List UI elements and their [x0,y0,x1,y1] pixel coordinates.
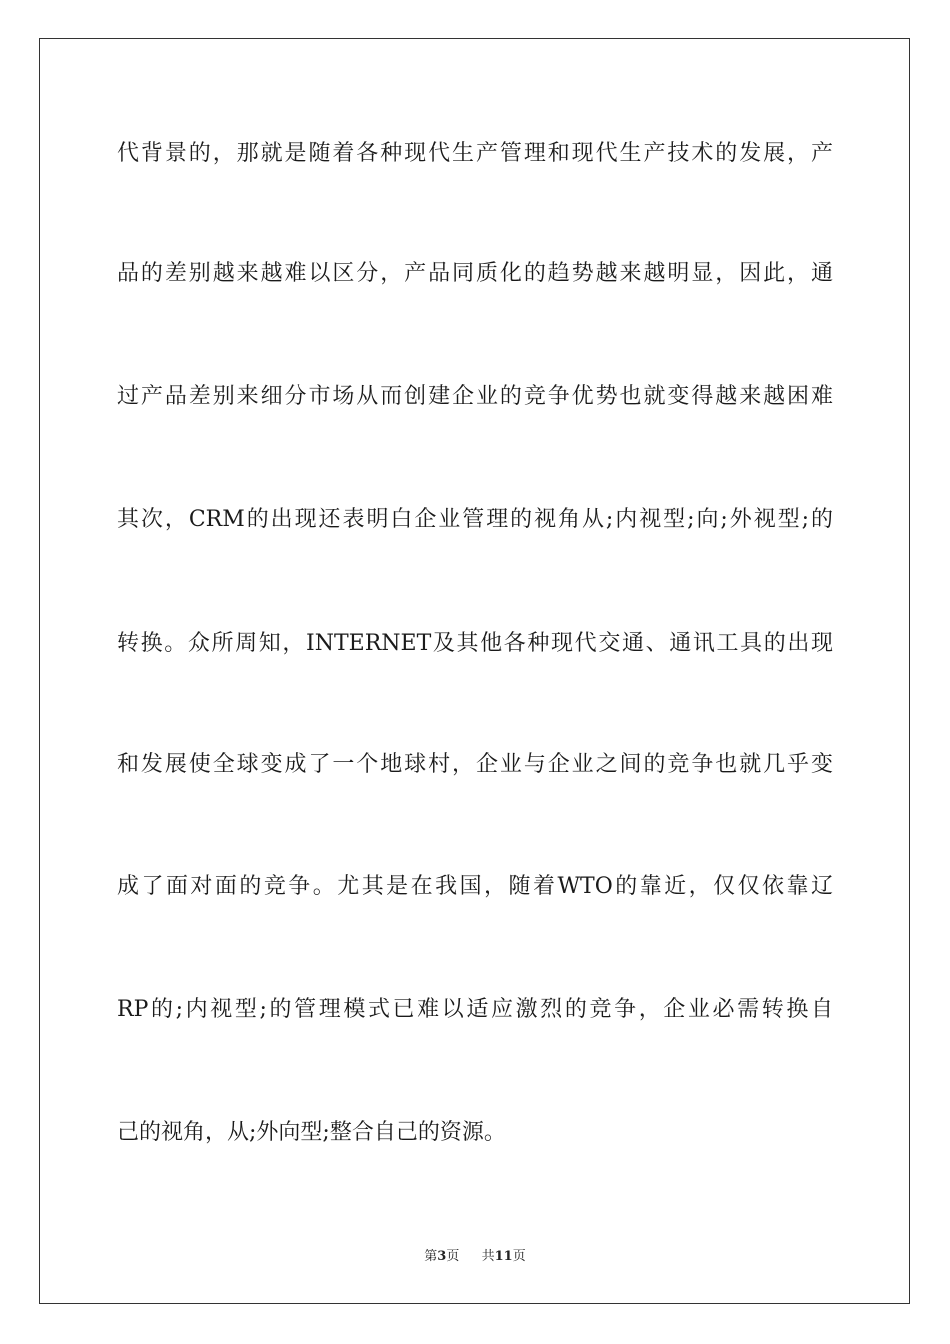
total-suffix: 页 [512,1249,526,1264]
body-text-line-1: 代背景的，那就是随着各种现代生产管理和现代生产技术的发展，产 [117,141,833,166]
body-text-line-5: 转换。众所周知，INTERNET及其他各种现代交通、通讯工具的出现 [117,631,833,656]
page-number: 3 [437,1249,447,1264]
page-footer [0,1248,950,1266]
page-suffix: 页 [446,1249,460,1264]
body-text-line-9: 己的视角，从;外向型;整合自己的资源。 [117,1120,506,1145]
body-text-line-4: 其次，CRM的出现还表明白企业管理的视角从;内视型;向;外视型;的 [117,507,833,532]
body-text-line-6: 和发展使全球变成了一个地球村，企业与企业之间的竞争也就几乎变 [117,752,833,777]
total-pages: 11 [494,1249,513,1264]
body-text-line-7: 成了面对面的竞争。尤其是在我国，随着WTO的靠近，仅仅依靠辽 [117,874,833,899]
body-text-line-3: 过产品差别来细分市场从而创建企业的竞争优势也就变得越来越困难 [117,384,833,409]
total-prefix: 共 [481,1249,495,1264]
page-prefix: 第 [424,1249,438,1264]
body-text-line-8: RP的;内视型;的管理模式已难以适应激烈的竞争，企业必需转换自 [117,997,833,1022]
page-frame [39,38,910,1304]
body-text-line-2: 品的差别越来越难以区分，产品同质化的趋势越来越明显，因此，通 [117,261,833,286]
